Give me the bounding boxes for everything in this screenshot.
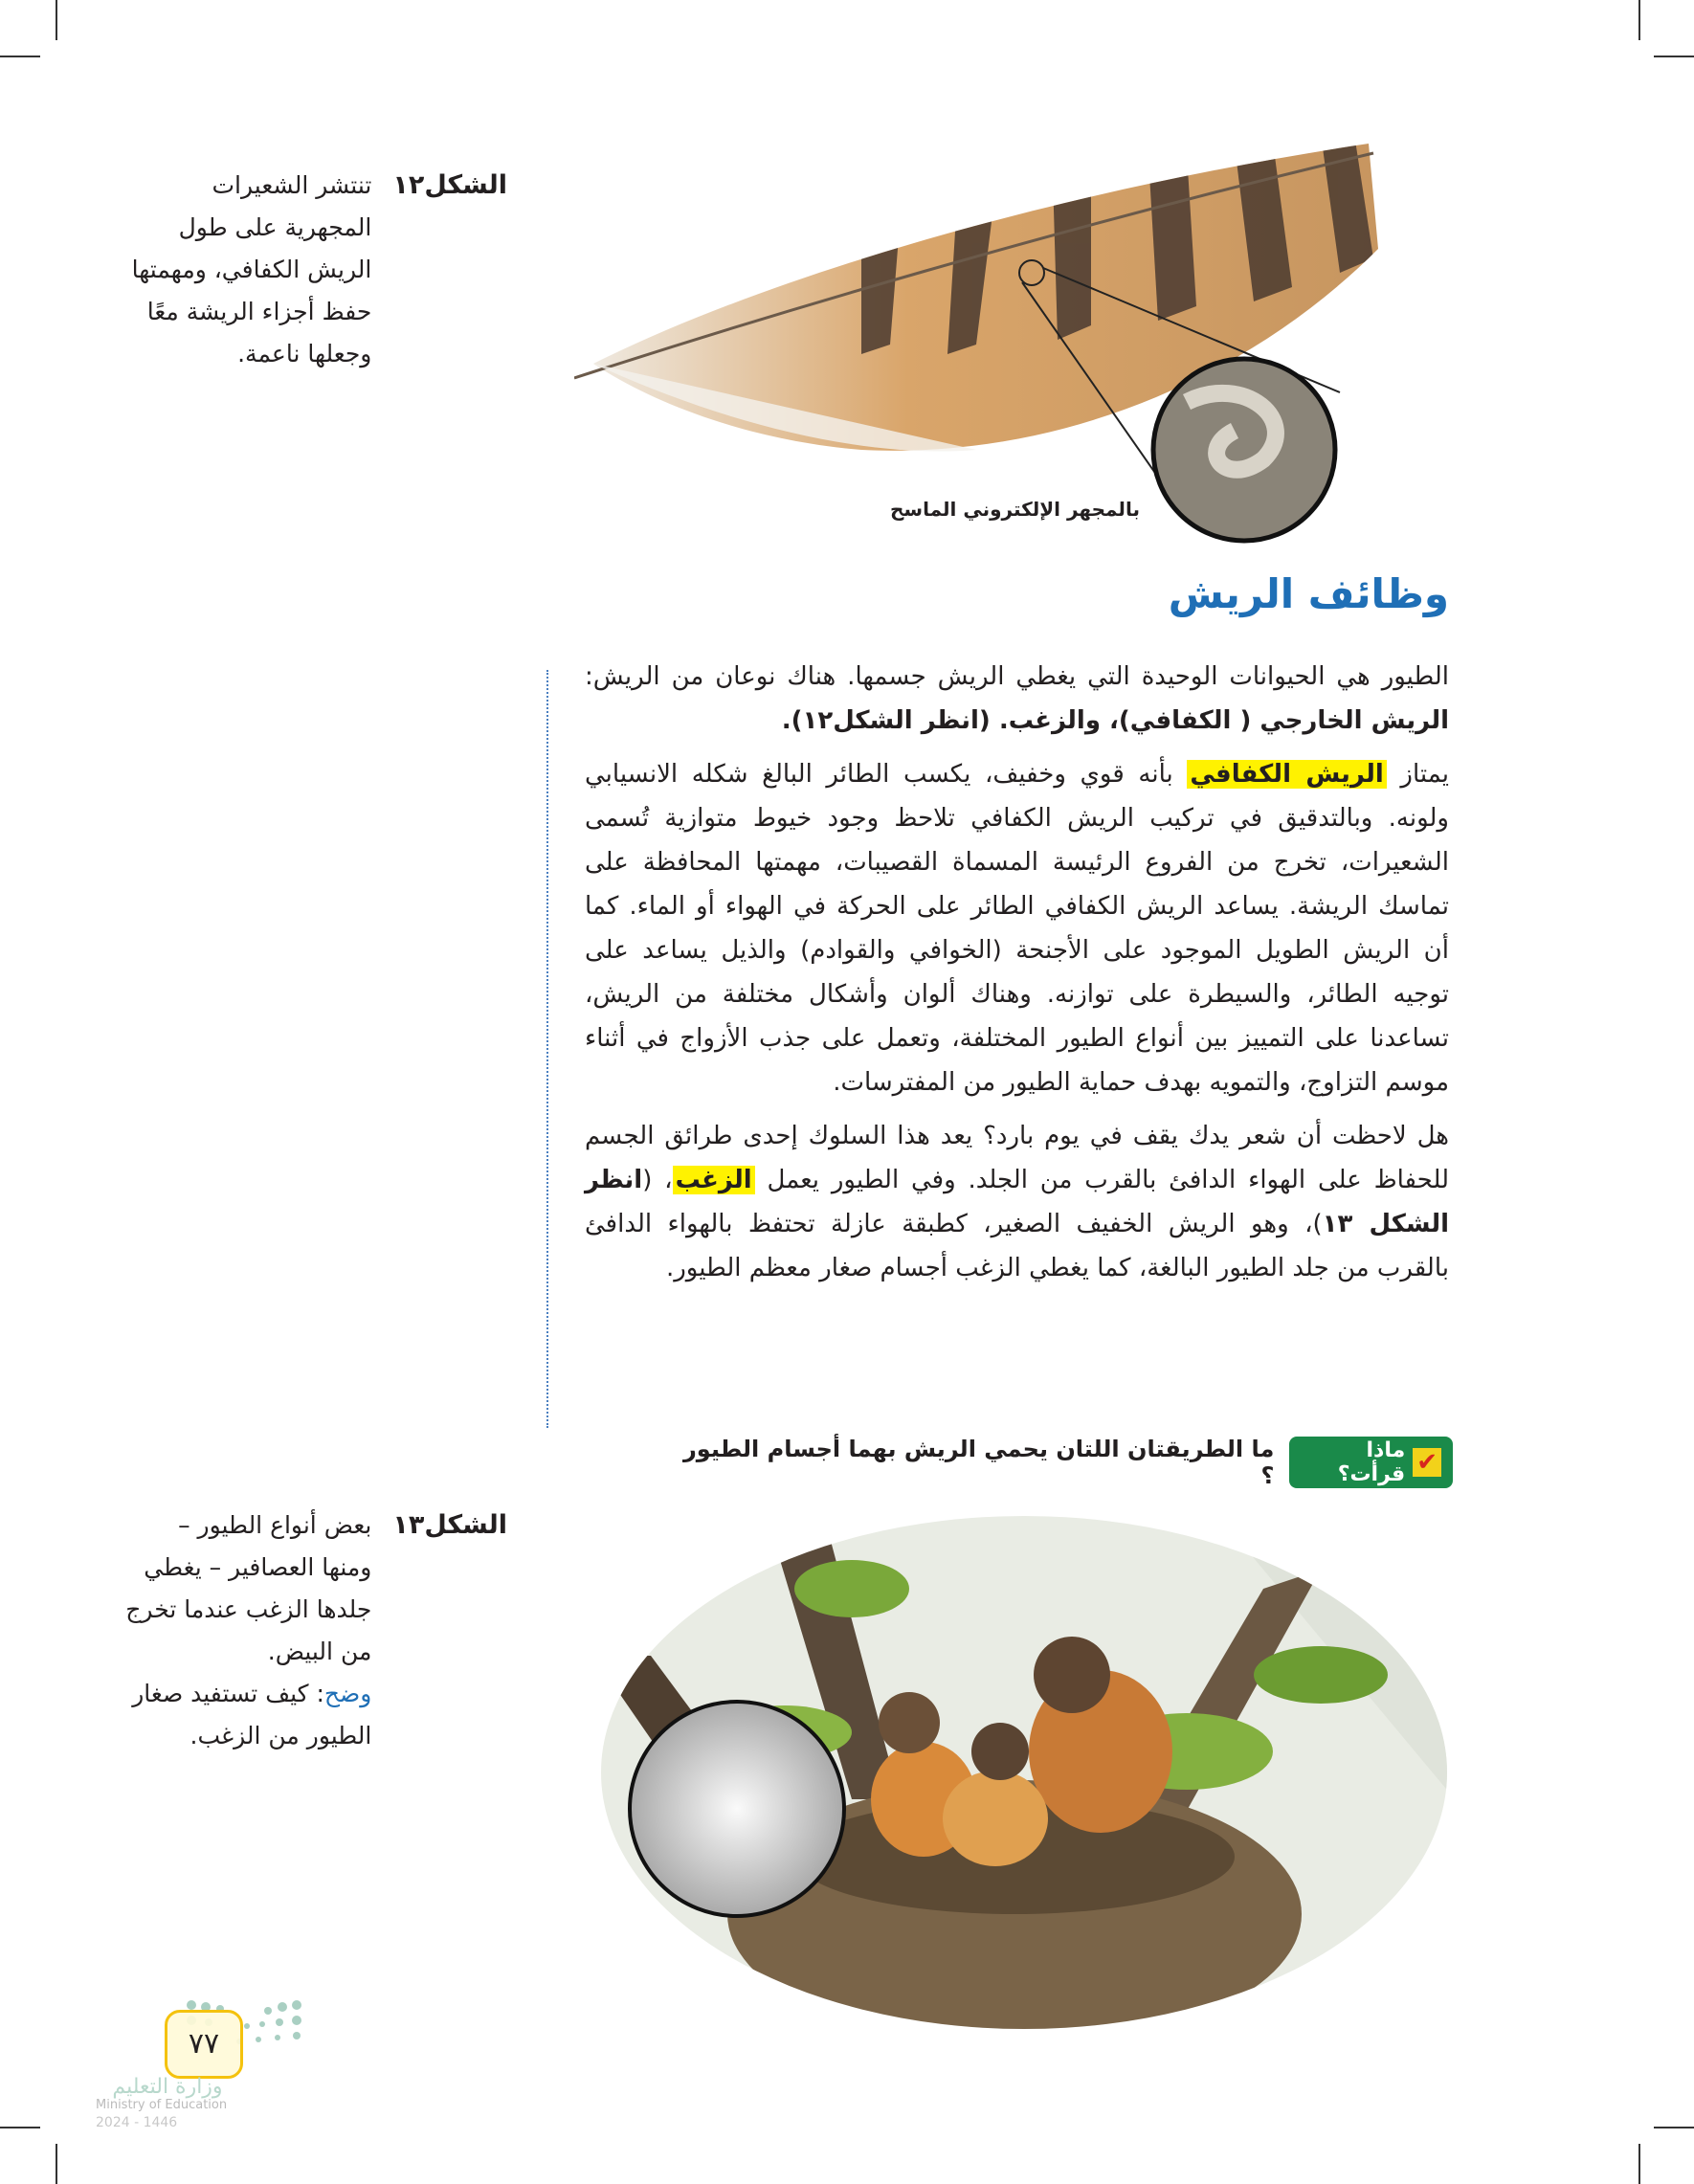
margin-divider — [546, 670, 548, 1428]
highlight-term: الريش الكفافي — [1187, 760, 1386, 789]
text: بأنه قوي وخفيف، يكسب الطائر البالغ شكله الانسيابي ولونه. وبالتدقيق في تركيب الريش الكفافي تلاحظ وجود خيوط متوازية تُسمى الشعيرات، تخرج من الفروع الرئيسة المسماة القصيبات، مهمتها المحافظة على تماسك الريشة. يساعد الريش الكفافي الطائر على الحركة في الهواء أو الماء. كما أن الريش الطويل الموجود على الأجنحة (الخوافي والقوادم) والذيل يساعد على توجيه الطائر، والسيطرة على توازنه. وهناك ألوان وأشكال مختلفة من الريش، تساعدنا على التمييز بين أنواع الطيور المختلفة، وتعمل على جذب الأزواج في أثناء موسم التزاوج، والتمويه بهدف حماية الطيور من المفترسات. — [585, 760, 1449, 1097]
figure13-text: بعض أنواع الطيور – ومنها العصافير – يغطي جلدها الزغب عندما تخرج من البيض. — [125, 1511, 372, 1665]
figure13-caption — [124, 1504, 507, 1757]
paragraph-3 — [585, 1114, 1449, 1290]
explain-label: وضح — [323, 1680, 372, 1707]
figure12-text: تنتشر الشعيرات المجهرية على طول الريش الكفافي، ومهمتها حفظ أجزاء الريشة معًا وجعلها ناعمة. — [131, 171, 372, 368]
figure12-label: الشكل١٢ — [392, 170, 507, 200]
ministry-logo — [96, 1991, 316, 2130]
crop-mark — [1654, 2127, 1694, 2128]
reading-check — [670, 1436, 1453, 1489]
reading-check-badge — [1289, 1437, 1453, 1488]
crop-mark — [56, 2144, 57, 2184]
badge-label: ماذا قرأت؟ — [1337, 1438, 1406, 1486]
section-heading: وظائف الريش — [1168, 570, 1449, 617]
microscope-inset — [1153, 359, 1335, 541]
crop-mark — [0, 56, 40, 57]
text: )، وهو الريش الخفيف الصغير، كطبقة عازلة تحتفظ بالهواء الدافئ بالقرب من جلد الطيور البالغة، كما يغطي الزغب أجسام صغار معظم الطيور. — [585, 1210, 1449, 1282]
text: يمتاز — [1386, 760, 1449, 789]
text: ، ( — [642, 1166, 673, 1194]
crop-mark — [1638, 2144, 1640, 2184]
edition-year: 2024 - 1446 — [96, 2115, 178, 2130]
crop-mark — [1638, 0, 1640, 40]
crop-mark — [56, 0, 57, 40]
ministry-name-en: Ministry of Education — [96, 2098, 228, 2112]
bird-nest-image — [593, 1512, 1455, 2039]
paragraph-1 — [585, 655, 1449, 743]
ministry-name-ar: وزارة التعليم — [112, 2075, 223, 2099]
explain-text: : كيف تستفيد صغار الطيور من الزغب. — [132, 1680, 372, 1749]
crop-mark — [1654, 56, 1694, 57]
crop-mark — [0, 2127, 40, 2128]
reading-check-question: ما الطريقتان اللتان يحمي الريش بهما أجسام الطيور ؟ — [682, 1436, 1275, 1489]
checkmark-icon: ✔ — [1413, 1448, 1441, 1477]
bold-text: انظر الشكل ١٣ — [585, 1166, 1450, 1238]
page-number: ٧٧ — [165, 2010, 243, 2079]
text: الطيور هي الحيوانات الوحيدة التي يغطي الريش جسمها. هناك نوعان من الريش: — [585, 662, 1449, 691]
figure13-label: الشكل١٣ — [392, 1510, 507, 1540]
paragraph-2 — [585, 752, 1449, 1104]
down-feather-inset — [630, 1702, 844, 1916]
body-text — [585, 655, 1449, 1300]
microscope-label: بالمجهر الإلكتروني الماسح — [890, 498, 1140, 521]
text: هل لاحظت أن شعر يدك يقف في يوم بارد؟ يعد هذا السلوك إحدى طرائق الجسم للحفاظ على الهواء الدافئ بالقرب من الجلد. وفي الطيور يعمل — [585, 1122, 1449, 1194]
figure12-caption — [124, 165, 507, 375]
bold-text: الريش الخارجي ( الكفافي)، والزغب. (انظر الشكل١٢). — [781, 706, 1449, 735]
highlight-term: الزغب — [673, 1166, 755, 1194]
